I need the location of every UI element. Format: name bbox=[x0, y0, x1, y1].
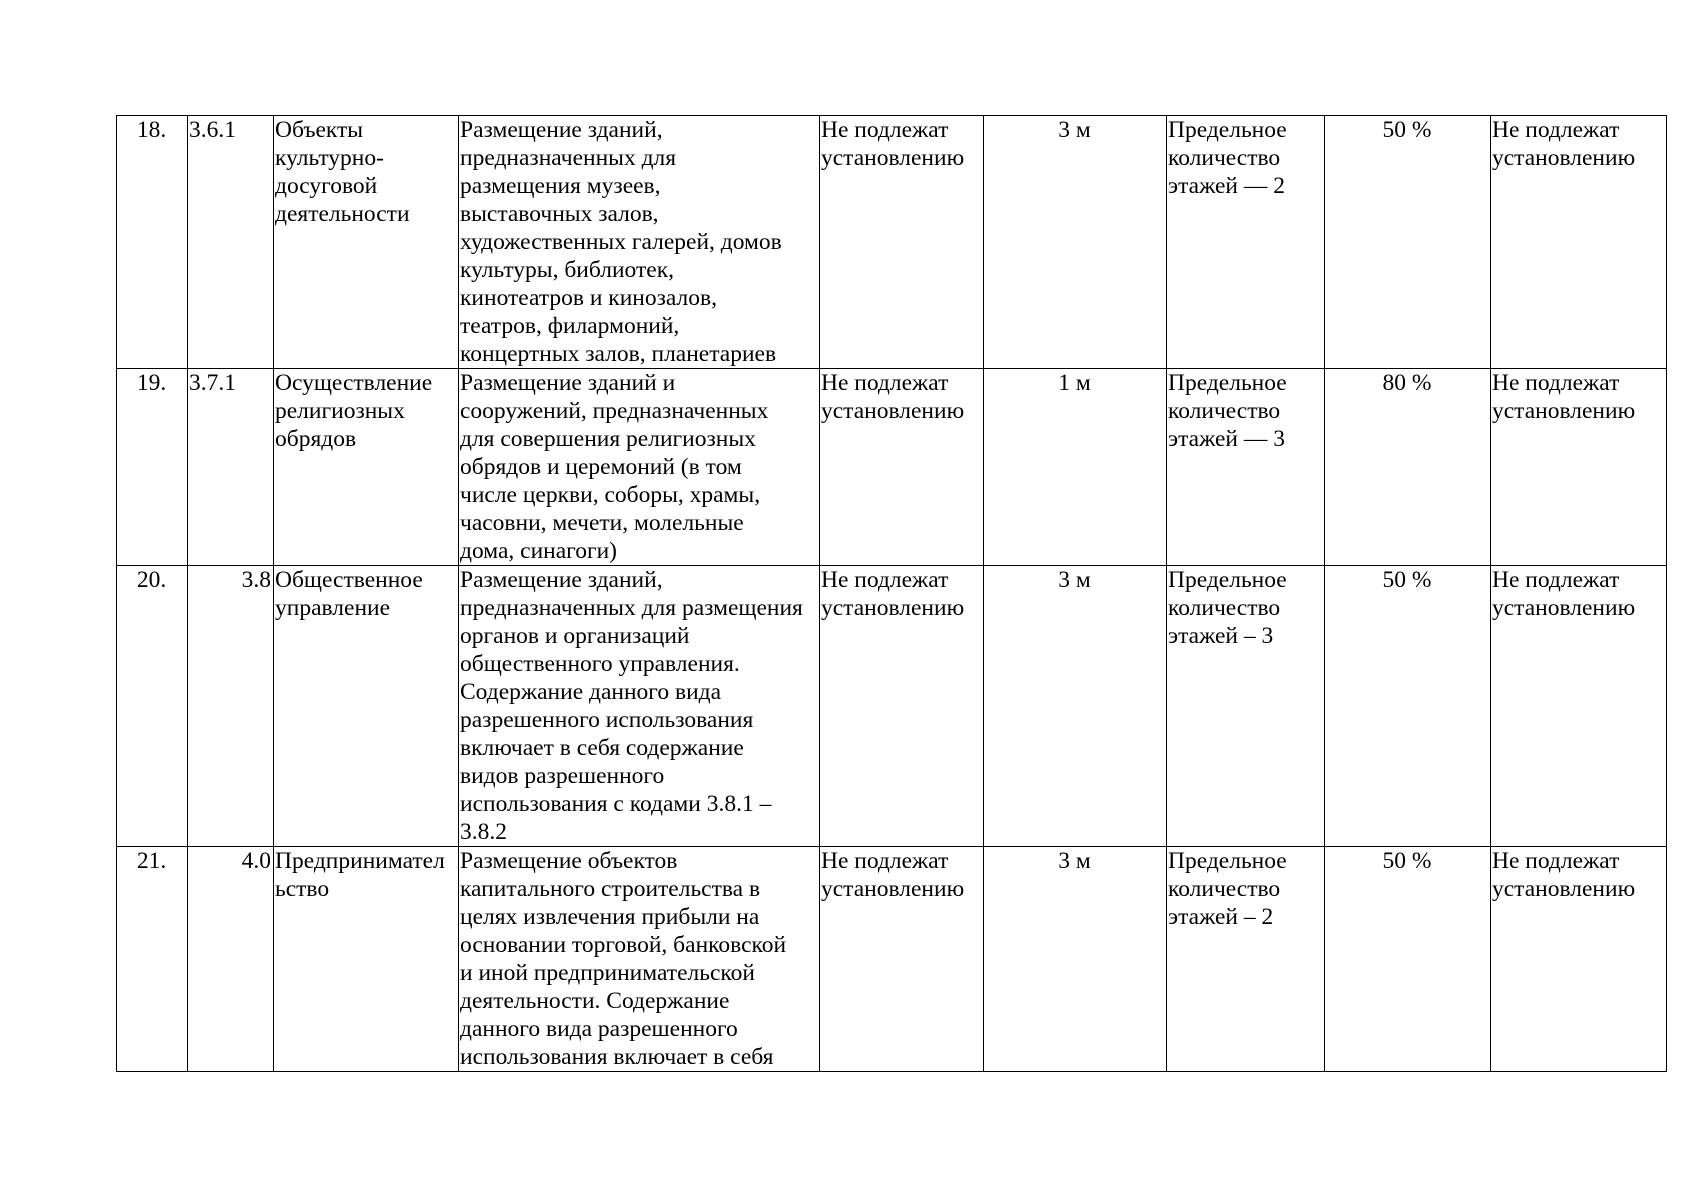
land-use-description: Размещение зданий, предназначенных для размещения музеев, выставочных залов, художественных галерей, домов культуры, библиотек, кинотеатров и кинозалов, театров, филармоний, концертных залов, планетариев bbox=[459, 116, 820, 369]
max-coverage-percent: 50 % bbox=[1325, 566, 1491, 847]
plot-size-limit: Не подлежат установлению bbox=[820, 566, 984, 847]
land-use-regulations-table bbox=[116, 115, 1667, 1072]
max-coverage-percent: 50 % bbox=[1325, 116, 1491, 369]
max-coverage-percent: 50 % bbox=[1325, 847, 1491, 1072]
other-parameters: Не подлежат установлению bbox=[1491, 847, 1667, 1072]
land-use-name: Общественное управление bbox=[274, 566, 459, 847]
table-row bbox=[117, 369, 1667, 566]
minimum-setback: 3 м bbox=[984, 116, 1167, 369]
table-row bbox=[117, 847, 1667, 1072]
table-row bbox=[117, 566, 1667, 847]
other-parameters: Не подлежат установлению bbox=[1491, 116, 1667, 369]
minimum-setback: 3 м bbox=[984, 847, 1167, 1072]
max-floors: Предельное количество этажей — 2 bbox=[1167, 116, 1325, 369]
row-number: 21. bbox=[117, 847, 188, 1072]
plot-size-limit: Не подлежат установлению bbox=[820, 847, 984, 1072]
table-row bbox=[117, 116, 1667, 369]
land-use-name: Объекты культурно- досуговой деятельности bbox=[274, 116, 459, 369]
land-use-code: 3.7.1 bbox=[188, 369, 274, 566]
other-parameters: Не подлежат установлению bbox=[1491, 566, 1667, 847]
max-floors: Предельное количество этажей — 3 bbox=[1167, 369, 1325, 566]
minimum-setback: 1 м bbox=[984, 369, 1167, 566]
land-use-code: 3.8 bbox=[188, 566, 274, 847]
land-use-name: Осуществление религиозных обрядов bbox=[274, 369, 459, 566]
land-use-code: 3.6.1 bbox=[188, 116, 274, 369]
land-use-description: Размещение зданий, предназначенных для размещения органов и организаций общественного управления. Содержание данного вида разрешенного использования включает в себя содержание видов разрешенного использования с кодами 3.8.1 – 3.8.2 bbox=[459, 566, 820, 847]
other-parameters: Не подлежат установлению bbox=[1491, 369, 1667, 566]
max-floors: Предельное количество этажей – 3 bbox=[1167, 566, 1325, 847]
row-number: 19. bbox=[117, 369, 188, 566]
land-use-code: 4.0 bbox=[188, 847, 274, 1072]
row-number: 18. bbox=[117, 116, 188, 369]
land-use-description: Размещение зданий и сооружений, предназначенных для совершения религиозных обрядов и церемоний (в том числе церкви, соборы, храмы, часовни, мечети, молельные дома, синагоги) bbox=[459, 369, 820, 566]
max-coverage-percent: 80 % bbox=[1325, 369, 1491, 566]
plot-size-limit: Не подлежат установлению bbox=[820, 116, 984, 369]
row-number: 20. bbox=[117, 566, 188, 847]
max-floors: Предельное количество этажей – 2 bbox=[1167, 847, 1325, 1072]
plot-size-limit: Не подлежат установлению bbox=[820, 369, 984, 566]
land-use-name: Предпринимател ьство bbox=[274, 847, 459, 1072]
land-use-description: Размещение объектов капитального строительства в целях извлечения прибыли на основании торговой, банковской и иной предпринимательской деятельности. Содержание данного вида разрешенного использования включает в себя bbox=[459, 847, 820, 1072]
minimum-setback: 3 м bbox=[984, 566, 1167, 847]
